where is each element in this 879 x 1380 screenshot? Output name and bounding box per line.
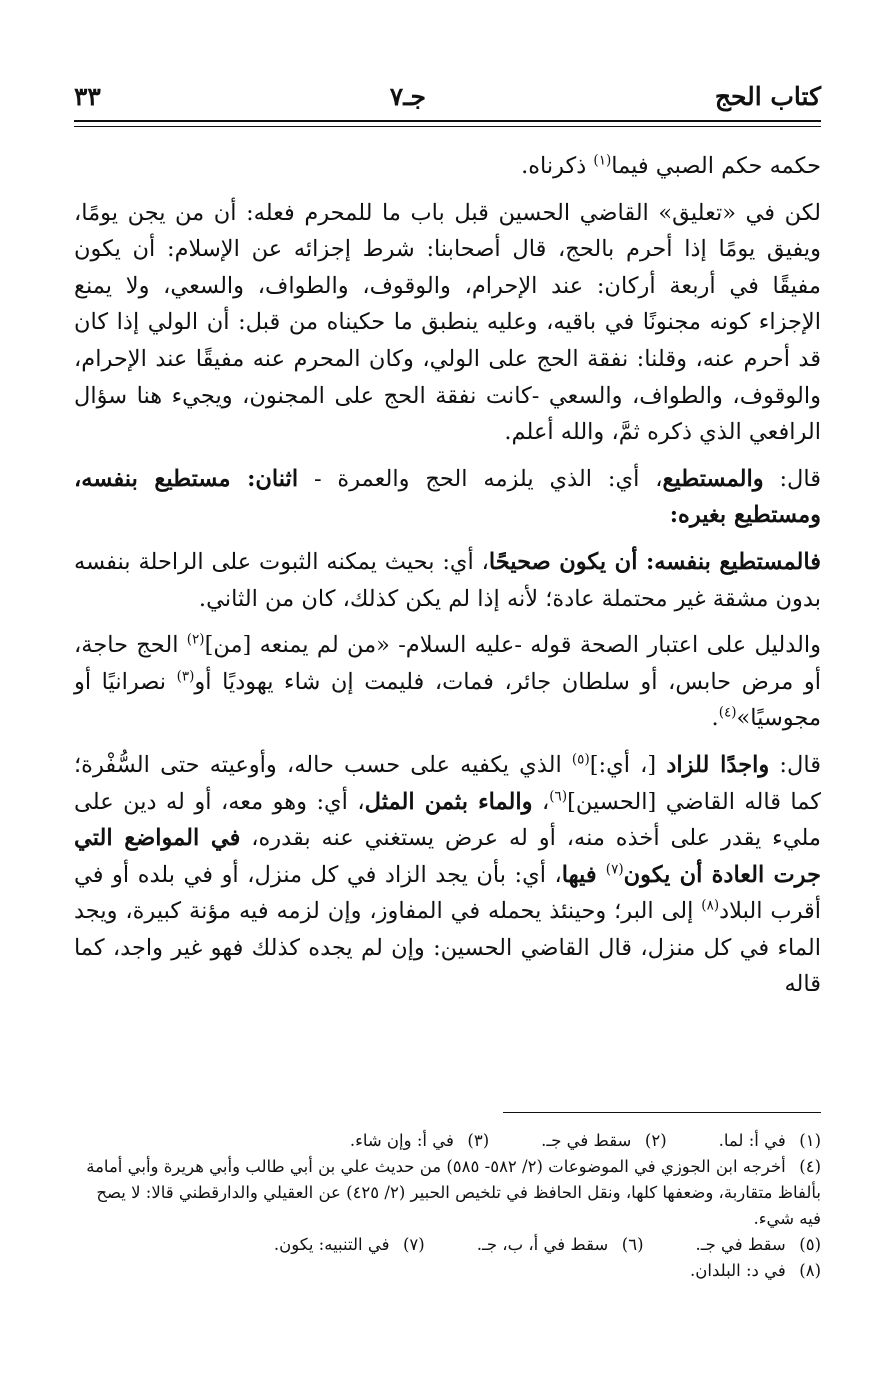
paragraph-6: قال: واجدًا للزاد [، أي:]$^{(٥)}$ الذي يكفيه على حسب حاله، وأوعيته حتى السُّفْرة؛ كما قاله القاضي [الحسين]$^{(٦)}$، والماء بثمن المثل، أي: وهو معه، أو له دين على مليء يقدر على أخذه منه، أو له عرض يستغني عنه بقدره، في المواضع التي جرت العادة أن يكون$^{(٧)}$ فيها، أي: بأن يجد الزاد في كل منزل، أو في بلده أو في أقرب البلاد$^{(٨)}$ إلى البر؛ وحينئذ يحمله في المفاوز، وإن لزمه فيه مؤنة كبيرة، ويجد الماء في كل منزل، قال القاضي الحسين: وإن لم يجده كذلك فهو غير واجد، كما قاله <box>74 751 821 998</box>
paragraph-4: فالمستطيع بنفسه: أن يكون صحيحًا، أي: بحيث يمكنه الثبوت على الراحلة بنفسه بدون مشقة غير محتملة عادة؛ لأنه إذا لم يكن كذلك، كان من الثاني. <box>74 548 821 612</box>
footnote-4: (٤) أخرجه ابن الجوزي في الموضوعات (٢/ ٥٨٢- ٥٨٥) من حديث علي بن أبي طالب وأبي هريرة وأبي أمامة بألفاظ متقاربة، وضعفها كلها، ونقل الحافظ في تلخيص الحبير (٢/ ٤٢٥) عن العقيلي والدارقطني قالا: لا يصح فيه شيء. <box>86 1157 821 1228</box>
header-rule-thin <box>74 126 821 127</box>
footnote-ref-4: (٤) <box>718 704 737 721</box>
footnote-2: (٢) سقط في جـ. <box>541 1131 667 1150</box>
paragraph-5: والدليل على اعتبار الصحة قوله -عليه السلام- «من لم يمنعه [من]$^{(٢)}$ الحج حاجة، أو مرض حابس، أو سلطان جائر، فمات، فليمت إن شاء يهوديًا أو$^{(٣)}$ نصرانيًا أو مجوسيًا»$^{(٤)}$. <box>74 631 821 732</box>
header-rule-thick <box>74 120 821 122</box>
footnote-8: (٨) في د: البلدان. <box>690 1261 821 1280</box>
footnote-ref-5: (٥) <box>571 751 590 768</box>
footnote-7: (٧) في التنبيه: يكون. <box>273 1235 425 1254</box>
footnote-ref-7: (٧) <box>605 861 624 878</box>
paragraph-3: قال: والمستطيع، أي: الذي يلزمه الحج والعمرة - اثنان: مستطيع بنفسه، ومستطيع بغيره: <box>74 465 821 529</box>
footnotes <box>74 1128 821 1284</box>
footnote-3: (٣) في أ: وإن شاء. <box>349 1131 490 1150</box>
footnote-ref-1: (١) <box>593 152 612 169</box>
header-book-title: كتاب الحج <box>714 81 821 111</box>
footnote-row-1 <box>74 1128 821 1154</box>
header-volume: جـ٧ <box>389 81 426 111</box>
footnote-1: (١) في أ: لما. <box>718 1131 821 1150</box>
running-header <box>74 78 821 114</box>
footnote-ref-3: (٣) <box>176 668 195 685</box>
footnote-6: (٦) سقط في أ، ب، جـ. <box>476 1235 644 1254</box>
paragraph-1: حكمه حكم الصبي فيما$^{(١)}$ ذكرناه. <box>521 152 821 179</box>
footnote-row-2 <box>74 1232 821 1258</box>
header-page-number: ٣٣ <box>74 81 101 111</box>
footnote-ref-2: (٢) <box>186 631 205 648</box>
paragraph-2: لكن في «تعليق» القاضي الحسين قبل باب ما للمحرم فعله: أن من يجن يومًا، ويفيق يومًا إذا أحرم بالحج، قال أصحابنا: شرط إجزائه عن الإسلام: أن يكون مفيقًا في أربعة أركان: عند الإحرام، والوقوف، والطواف، والسعي، ولا يمنع الإجزاء كونه مجنونًا في باقيه، وعليه ينطبق ما حكيناه من قبل: أن الولي إذا كان قد أحرم عنه، وقلنا: نفقة الحج على الولي، وكان المحرم عنه مفيقًا عند الإحرام، والوقوف، والطواف، والسعي -كانت نفقة الحج على المجنون، ويجيء هنا سؤال الرافعي الذي ذكره ثمَّ، والله أعلم. <box>74 199 821 446</box>
footnote-5: (٥) سقط في جـ. <box>695 1235 821 1254</box>
footnote-separator <box>503 1112 821 1113</box>
main-text <box>74 148 821 1013</box>
footnote-ref-8: (٨) <box>701 897 720 914</box>
footnote-ref-6: (٦) <box>549 788 568 804</box>
